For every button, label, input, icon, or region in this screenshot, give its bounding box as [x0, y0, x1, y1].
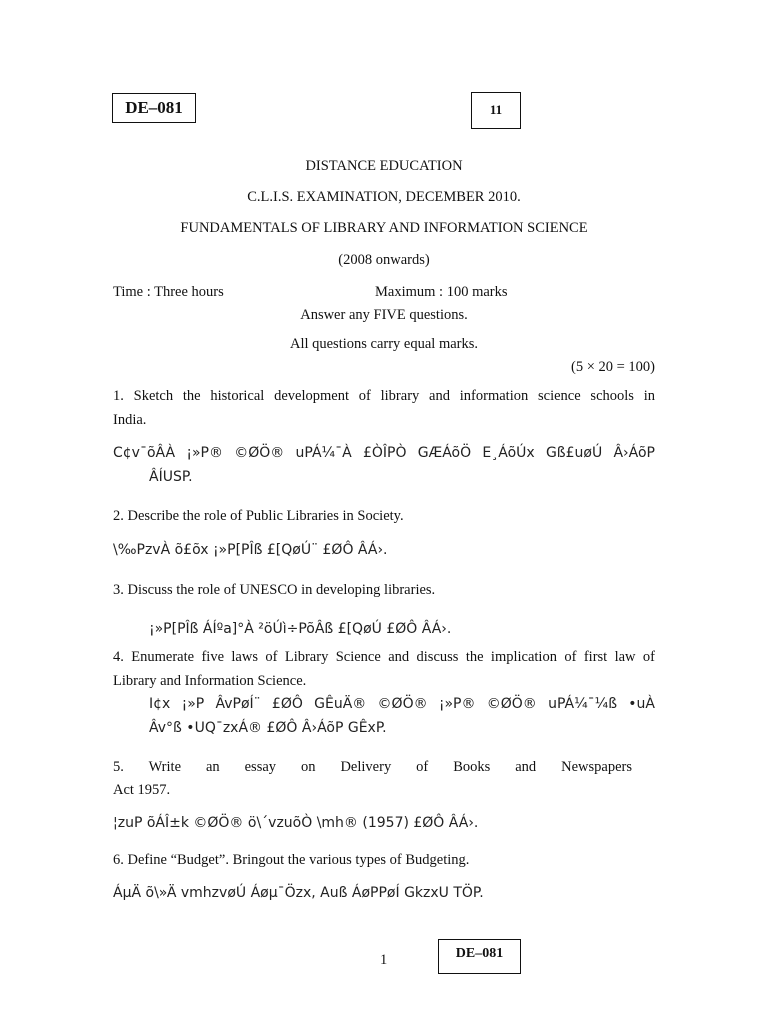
- question-1-translation-line-1: C¢v¯õÂÀ ¡»P® ©ØÖ® uPÁ¼¯À £ÒÎPÒ GÆÁõÖ E¸ÁõÚx Gß£uøÚ Â›ÁõP: [113, 445, 655, 461]
- title-line-4: (2008 onwards): [338, 252, 430, 268]
- title-line-2: C.L.I.S. EXAMINATION, DECEMBER 2010.: [247, 189, 521, 205]
- instruction-2: All questions carry equal marks.: [289, 336, 479, 352]
- marks-formula: (5 × 20 = 100): [570, 359, 655, 375]
- question-2-translation-line-1: \‰PzvÀ õ£õx ¡»P[PÎß £[QøÚ¨ £ØÔ ÂÁ›.: [113, 542, 388, 558]
- question-4-translation-line-2: Âv°ß •UQ¯zxÁ® £ØÔ Â›ÁõP GÊxP.: [149, 720, 387, 736]
- question-4-en-line-2: Library and Information Science.: [113, 673, 307, 689]
- footer-code-box: [438, 939, 521, 974]
- question-5-en-line-1: 5. Write an essay on Delivery of Books and Newspapers: [113, 759, 632, 775]
- question-6-translation-line-1: ÁµÄ õ\»Ä vmhzvøÚ Áøµ¯Özx, Auß ÁøPPøÍ GkzxU TÖP.: [113, 885, 484, 901]
- footer-code: DE–081: [455, 946, 504, 961]
- question-4-en-line-1: 4. Enumerate five laws of Library Science and discuss the implication of first law of: [113, 649, 655, 665]
- max-marks-label: Maximum : 100 marks: [375, 284, 508, 300]
- question-6-en-line-1: 6. Define “Budget”. Bringout the various types of Budgeting.: [113, 852, 470, 868]
- question-1-en-line-1: 1. Sketch the historical development of library and information science schools in: [113, 388, 655, 404]
- page-code-box: [471, 92, 521, 129]
- title-line-3: FUNDAMENTALS OF LIBRARY AND INFORMATION SCIENCE: [180, 220, 588, 236]
- question-2-en-line-1: 2. Describe the role of Public Libraries in Society.: [113, 508, 404, 524]
- time-label: Time : Three hours: [113, 284, 224, 300]
- course-code-box: [112, 93, 196, 123]
- question-3-translation-line-1: ¡»P[PÎß ÁÍºa]°À ²öÚì÷PõÂß £[QøÚ £ØÔ ÂÁ›.: [149, 621, 452, 637]
- question-3-en-line-1: 3. Discuss the role of UNESCO in developing libraries.: [113, 582, 436, 598]
- question-5-translation-line-1: ¦zuP õÁÎ±k ©ØÖ® ö\´vzuõÒ \mh® (1957) £ØÔ ÂÁ›.: [113, 815, 479, 831]
- instruction-1: Answer any FIVE questions.: [300, 307, 468, 323]
- question-1-en-line-2: India.: [113, 412, 147, 428]
- course-code: DE–081: [125, 98, 183, 117]
- question-5-en-line-2: Act 1957.: [113, 782, 171, 798]
- question-1-translation-line-2: ÂÍUSP.: [149, 469, 193, 485]
- title-line-1: DISTANCE EDUCATION: [305, 158, 463, 174]
- page-code: 11: [489, 102, 503, 117]
- question-4-translation-line-1: I¢x ¡»P ÂvPøÍ¨ £ØÔ GÊuÄ® ©ØÖ® ¡»P® ©ØÖ® uPÁ¼¯¼ß •uÀ: [149, 696, 655, 712]
- page-number: 1: [380, 952, 388, 968]
